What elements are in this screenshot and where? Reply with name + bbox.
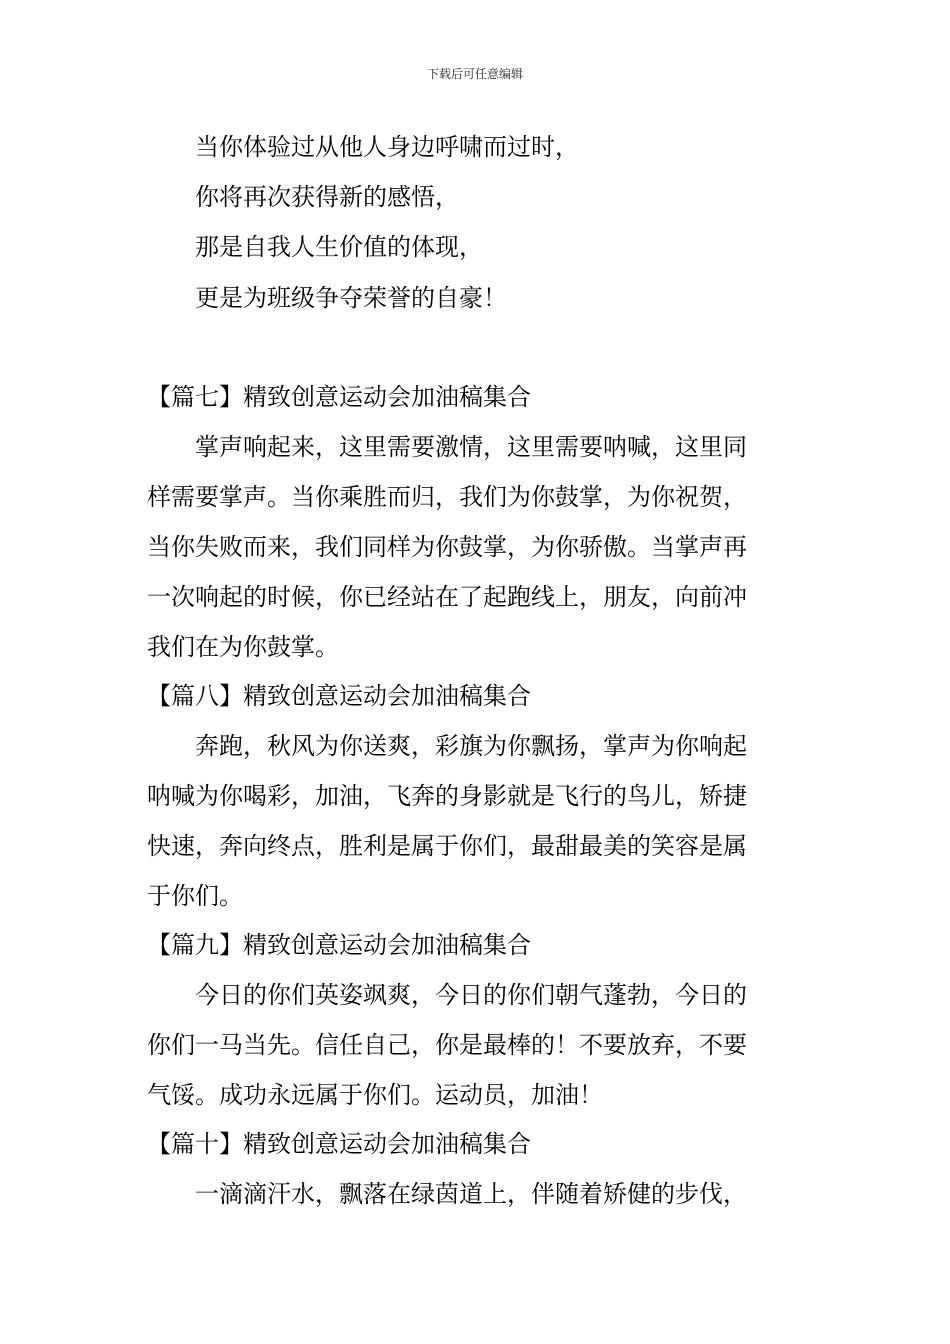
paragraph-line: 一次响起的时候，你已经站在了起跑线上，朋友，向前冲 bbox=[147, 583, 747, 611]
paragraph-line: 样需要掌声。当你乘胜而归，我们为你鼓掌，为你祝贺， bbox=[147, 483, 747, 511]
paragraph-line: 快速，奔向终点，胜利是属于你们，最甜最美的笑容是属 bbox=[147, 832, 747, 860]
poem-line: 当你体验过从他人身边呼啸而过时， bbox=[195, 133, 579, 161]
paragraph-line: 一滴滴汗水，飘落在绿茵道上，伴随着矫健的步伐， bbox=[195, 1180, 747, 1208]
paragraph-line: 当你失败而来，我们同样为你鼓掌，为你骄傲。当掌声再 bbox=[147, 533, 747, 561]
page-header: 下载后可任意编辑 bbox=[426, 67, 523, 81]
poem-line: 更是为班级争夺荣誉的自豪！ bbox=[195, 284, 507, 312]
paragraph-line: 气馁。成功永远属于你们。运动员，加油！ bbox=[147, 1081, 603, 1109]
section-heading: 【篇七】精致创意运动会加油稿集合 bbox=[147, 383, 531, 411]
paragraph-line: 今日的你们英姿飒爽，今日的你们朝气蓬勃，今日的 bbox=[195, 981, 747, 1009]
section-heading: 【篇八】精致创意运动会加油稿集合 bbox=[147, 682, 531, 710]
section-heading: 【篇十】精致创意运动会加油稿集合 bbox=[147, 1130, 531, 1158]
paragraph-line: 奔跑，秋风为你送爽，彩旗为你飘扬，掌声为你响起 bbox=[195, 732, 747, 760]
paragraph-line: 于你们。 bbox=[147, 882, 243, 910]
paragraph-line: 呐喊为你喝彩，加油，飞奔的身影就是飞行的鸟儿，矫捷 bbox=[147, 782, 747, 810]
paragraph-line: 你们一马当先。信任自己，你是最棒的！不要放弃，不要 bbox=[147, 1031, 747, 1059]
section-heading: 【篇九】精致创意运动会加油稿集合 bbox=[147, 931, 531, 959]
paragraph-line: 我们在为你鼓掌。 bbox=[147, 633, 339, 661]
paragraph-line: 掌声响起来，这里需要激情，这里需要呐喊，这里同 bbox=[195, 433, 747, 461]
poem-line: 你将再次获得新的感悟， bbox=[195, 183, 459, 211]
poem-line: 那是自我人生价值的体现， bbox=[195, 233, 483, 261]
